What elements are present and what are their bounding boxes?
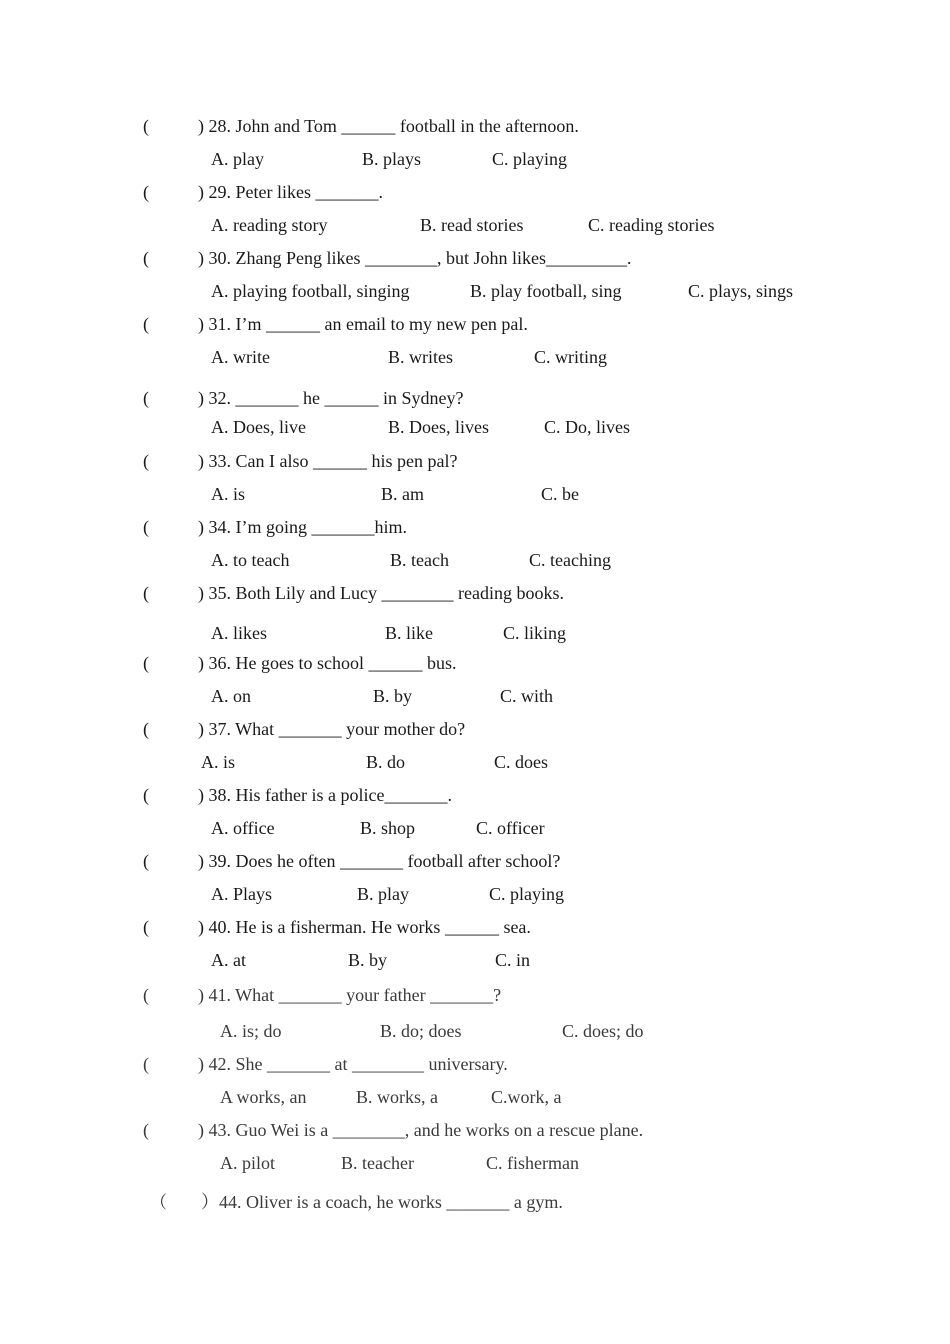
option-a: A. play bbox=[211, 149, 264, 169]
answer-paren-open: ( bbox=[143, 1054, 149, 1074]
question-stem: ) 34. I’m going _______him. bbox=[198, 517, 407, 537]
option-a: A. to teach bbox=[211, 550, 290, 570]
option-a: A works, an bbox=[220, 1087, 307, 1107]
answer-paren-open: ( bbox=[143, 785, 149, 805]
answer-paren-open: ( bbox=[143, 985, 149, 1005]
question-stem: ）44. Oliver is a coach, he works _______ a gym. bbox=[201, 1192, 563, 1212]
option-c: C. reading stories bbox=[588, 215, 715, 235]
option-a: A. Plays bbox=[211, 884, 273, 904]
answer-paren-open: ( bbox=[143, 517, 149, 537]
option-a: A. Does, live bbox=[211, 417, 306, 437]
option-b: B. play bbox=[357, 884, 409, 904]
answer-paren-open: （ bbox=[150, 1193, 167, 1213]
option-a: A. on bbox=[211, 686, 251, 706]
option-c: C. playing bbox=[489, 884, 564, 904]
option-a: A. write bbox=[211, 347, 270, 367]
question-stem: ) 38. His father is a police_______. bbox=[198, 785, 452, 805]
question-stem: ) 35. Both Lily and Lucy ________ reading books. bbox=[198, 583, 564, 603]
option-b: B. read stories bbox=[420, 215, 524, 235]
answer-paren-open: ( bbox=[143, 314, 149, 334]
answer-paren-open: ( bbox=[143, 248, 149, 268]
option-b: B. shop bbox=[360, 818, 416, 838]
option-c: C. plays, sings bbox=[688, 281, 794, 301]
option-a: A. office bbox=[211, 818, 275, 838]
question-stem: ) 28. John and Tom ______ football in the afternoon. bbox=[198, 116, 579, 136]
question-stem: ) 31. I’m ______ an email to my new pen pal. bbox=[198, 314, 528, 334]
option-a: A. is; do bbox=[220, 1021, 282, 1041]
option-b: B. play football, sing bbox=[470, 281, 622, 301]
question-stem: ) 41. What _______ your father _______? bbox=[198, 985, 502, 1005]
option-a: A. likes bbox=[211, 623, 267, 643]
option-b: B. works, a bbox=[356, 1087, 438, 1107]
answer-paren-open: ( bbox=[143, 583, 149, 603]
option-b: B. plays bbox=[362, 149, 422, 169]
option-c: C. Do, lives bbox=[544, 417, 631, 437]
answer-paren-open: ( bbox=[143, 388, 149, 408]
option-c: C. with bbox=[500, 686, 554, 706]
answer-paren-open: ( bbox=[143, 917, 149, 937]
question-stem: ) 36. He goes to school ______ bus. bbox=[198, 653, 457, 673]
question-stem: ) 32. _______ he ______ in Sydney? bbox=[198, 388, 464, 408]
option-a: A. pilot bbox=[220, 1153, 276, 1173]
option-a: A. at bbox=[211, 950, 246, 970]
option-b: B. writes bbox=[388, 347, 453, 367]
option-a: A. reading story bbox=[211, 215, 328, 235]
question-stem: ) 37. What _______ your mother do? bbox=[198, 719, 466, 739]
question-stem: ) 40. He is a fisherman. He works ______ sea. bbox=[198, 917, 531, 937]
option-b: B. am bbox=[381, 484, 424, 504]
option-b: B. by bbox=[348, 950, 388, 970]
option-b: B. do bbox=[366, 752, 406, 772]
option-b: B. like bbox=[385, 623, 433, 643]
question-stem: ) 42. She _______ at ________ universary. bbox=[198, 1054, 508, 1074]
option-b: B. do; does bbox=[380, 1021, 462, 1041]
option-a: A. playing football, singing bbox=[211, 281, 410, 301]
option-b: B. by bbox=[373, 686, 413, 706]
option-c: C. writing bbox=[534, 347, 608, 367]
option-c: C. liking bbox=[503, 623, 567, 643]
question-stem: ) 39. Does he often _______ football after school? bbox=[198, 851, 561, 871]
answer-paren-open: ( bbox=[143, 451, 149, 471]
option-c: C. fisherman bbox=[486, 1153, 579, 1173]
answer-paren-open: ( bbox=[143, 116, 149, 136]
question-stem: ) 29. Peter likes _______. bbox=[198, 182, 383, 202]
answer-paren-open: ( bbox=[143, 182, 149, 202]
answer-paren-open: ( bbox=[143, 1120, 149, 1140]
option-c: C. does; do bbox=[562, 1021, 644, 1041]
answer-paren-open: ( bbox=[143, 653, 149, 673]
option-b: B. teach bbox=[390, 550, 449, 570]
answer-paren-open: ( bbox=[143, 851, 149, 871]
option-a: A. is bbox=[211, 484, 246, 504]
option-b: B. teacher bbox=[341, 1153, 414, 1173]
option-b: B. Does, lives bbox=[388, 417, 489, 437]
question-stem: ) 43. Guo Wei is a ________, and he works on a rescue plane. bbox=[198, 1120, 644, 1140]
option-c: C. in bbox=[495, 950, 531, 970]
option-a: A. is bbox=[201, 752, 236, 772]
option-c: C. playing bbox=[492, 149, 567, 169]
option-c: C. be bbox=[541, 484, 579, 504]
option-c: C. teaching bbox=[529, 550, 611, 570]
option-c: C. officer bbox=[476, 818, 545, 838]
question-stem: ) 30. Zhang Peng likes ________, but John likes_________. bbox=[198, 248, 632, 268]
option-c: C. does bbox=[494, 752, 548, 772]
option-c: C.work, a bbox=[491, 1087, 562, 1107]
answer-paren-open: ( bbox=[143, 719, 149, 739]
question-stem: ) 33. Can I also ______ his pen pal? bbox=[198, 451, 458, 471]
